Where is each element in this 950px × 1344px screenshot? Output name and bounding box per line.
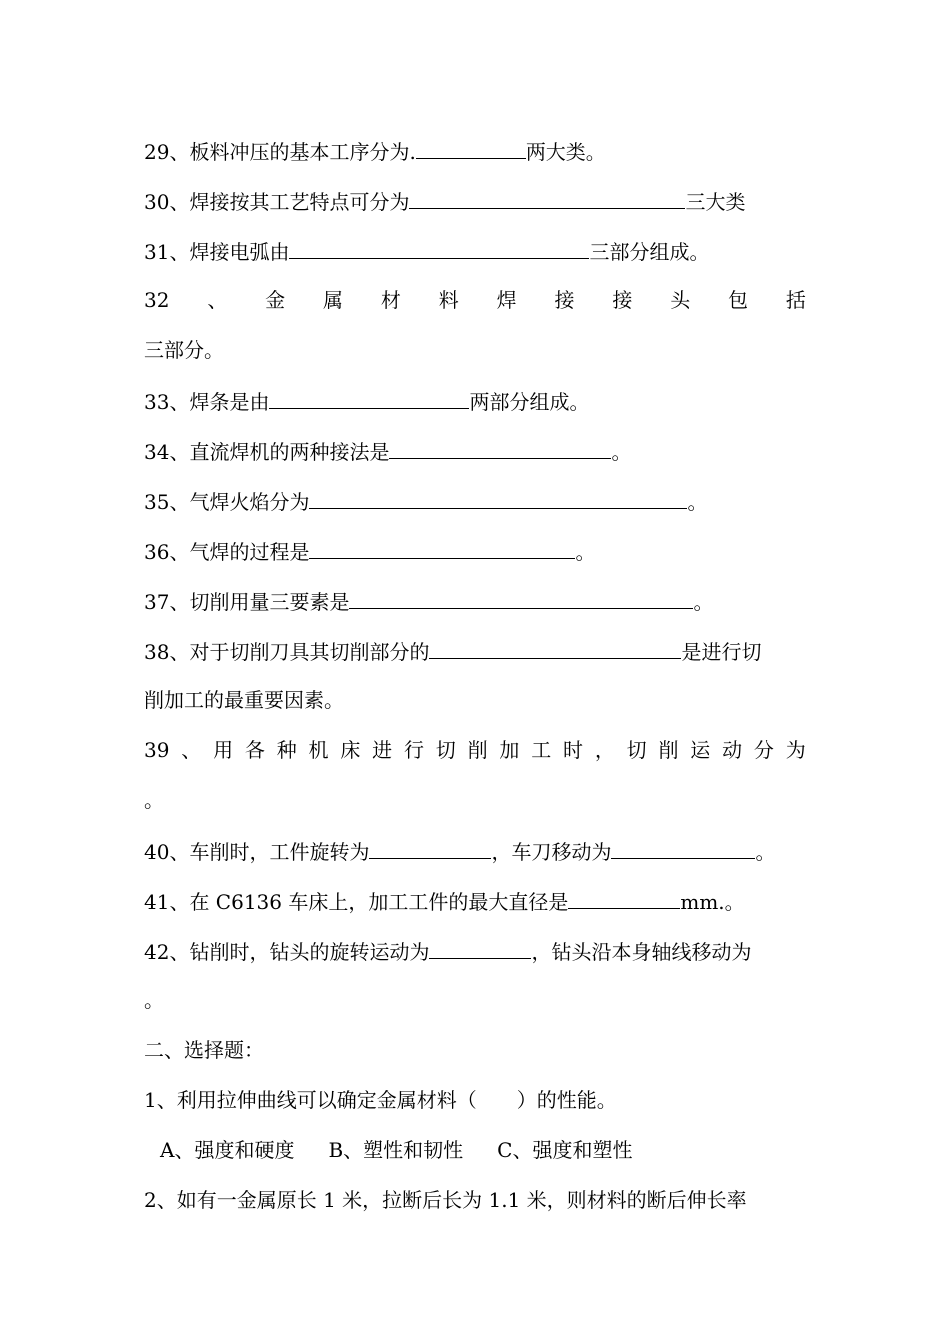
question-39-continuation — [144, 788, 806, 812]
question-char: 、 — [207, 288, 228, 312]
question-text: 40、车削时，工件旋转为 — [144, 840, 370, 864]
question-text: 2、如有一金属原长 1 米，拉断后长为 1.1 米，则材料的断后伸长率 — [144, 1188, 747, 1212]
question-char: 、 — [181, 738, 202, 762]
question-char: 切 — [435, 738, 456, 762]
question-char: 接 — [554, 288, 575, 312]
question-char: ， — [594, 738, 615, 762]
question-text: 。 — [144, 788, 164, 812]
question-char: 种 — [276, 738, 297, 762]
question-char: 金 — [265, 288, 286, 312]
question-char: 用 — [213, 738, 234, 762]
question-text: 38、对于切削刀具其切削部分的 — [144, 640, 430, 664]
question-text: 29、板料冲压的基本工序分为. — [144, 140, 416, 164]
question-char: 各 — [244, 738, 265, 762]
answer-blank — [568, 888, 680, 909]
question-33 — [144, 388, 806, 414]
question-char: 机 — [308, 738, 329, 762]
question-char: 属 — [323, 288, 344, 312]
question-text: 削加工的最重要因素。 — [144, 688, 344, 712]
answer-blank — [369, 838, 491, 859]
question-char: 削 — [658, 738, 679, 762]
question-text: 35、气焊火焰分为 — [144, 490, 310, 514]
question-char: 加 — [499, 738, 520, 762]
question-32 — [144, 288, 806, 312]
question-char: 包 — [728, 288, 749, 312]
question-39 — [144, 738, 806, 762]
question-char: 动 — [722, 738, 743, 762]
question-42 — [144, 938, 806, 964]
question-char: 头 — [670, 288, 691, 312]
question-char: 材 — [380, 288, 401, 312]
question-char: 39 — [144, 738, 170, 762]
question-36 — [144, 538, 806, 564]
question-38 — [144, 638, 806, 664]
question-char: 工 — [531, 738, 552, 762]
answer-blank — [269, 388, 469, 409]
question-32-continuation — [144, 338, 806, 362]
question-29 — [144, 138, 806, 164]
question-text: 。 — [144, 988, 164, 1012]
question-30 — [144, 188, 806, 214]
question-char: 料 — [438, 288, 459, 312]
question-char: 为 — [785, 738, 806, 762]
answer-blank — [289, 238, 589, 259]
question-text: 41、在 C6136 车床上，加工工件的最大直径是 — [144, 890, 569, 914]
question-char: 进 — [372, 738, 393, 762]
question-char: 床 — [340, 738, 361, 762]
question-text: 。 — [611, 440, 632, 464]
question-text: 42、钻削时，钻头的旋转运动为 — [144, 940, 430, 964]
question-text: 36、气焊的过程是 — [144, 540, 310, 564]
question-text: 三大类 — [685, 190, 746, 214]
question-char: 切 — [626, 738, 647, 762]
answer-blank — [389, 438, 611, 459]
question-char: 32 — [144, 288, 170, 312]
question-text: ，钻头沿本身轴线移动为 — [531, 940, 752, 964]
question-char: 分 — [753, 738, 774, 762]
question-char: 行 — [403, 738, 424, 762]
option-c: C、强度和塑性 — [497, 1138, 633, 1162]
question-text: 两部分组成。 — [469, 390, 590, 414]
question-char: 接 — [612, 288, 633, 312]
answer-blank — [309, 538, 575, 559]
option-a: A、强度和硬度 — [160, 1138, 295, 1162]
question-char: 运 — [690, 738, 711, 762]
question-31 — [144, 238, 806, 264]
question-char: 括 — [785, 288, 806, 312]
question-text: 1、利用拉伸曲线可以确定金属材料（ ）的性能。 — [144, 1088, 617, 1112]
section-title — [144, 1038, 806, 1062]
answer-blank — [349, 588, 693, 609]
answer-blank — [416, 138, 526, 159]
answer-blank — [429, 938, 531, 959]
question-text: 。 — [755, 840, 776, 864]
answer-blank — [611, 838, 755, 859]
question-40 — [144, 838, 806, 864]
question-38-continuation — [144, 688, 806, 712]
option-b: B、塑性和韧性 — [328, 1138, 464, 1162]
question-text: ，车刀移动为 — [491, 840, 612, 864]
question-text: 。 — [575, 540, 596, 564]
question-text: mm.。 — [680, 890, 745, 914]
question-char: 削 — [467, 738, 488, 762]
answer-blank — [409, 188, 685, 209]
question-text: 33、焊条是由 — [144, 390, 270, 414]
choice-question-1 — [144, 1088, 806, 1112]
question-text: 37、切削用量三要素是 — [144, 590, 350, 614]
question-text: 三部分。 — [144, 338, 224, 362]
question-34 — [144, 438, 806, 464]
question-text: 。 — [687, 490, 708, 514]
section-title-text: 二、选择题： — [144, 1038, 264, 1062]
question-text: 34、直流焊机的两种接法是 — [144, 440, 390, 464]
question-text: 是进行切 — [681, 640, 762, 664]
question-35 — [144, 488, 806, 514]
question-42-continuation — [144, 988, 806, 1012]
question-text: 。 — [693, 590, 714, 614]
question-text: 30、焊接按其工艺特点可分为 — [144, 190, 410, 214]
question-text: 三部分组成。 — [589, 240, 710, 264]
answer-blank — [309, 488, 687, 509]
question-text: 两大类。 — [525, 140, 606, 164]
question-char: 焊 — [496, 288, 517, 312]
question-41 — [144, 888, 806, 914]
choice-question-2 — [144, 1188, 806, 1212]
question-text: 31、焊接电弧由 — [144, 240, 290, 264]
choice-question-1-options — [160, 1138, 822, 1162]
answer-blank — [429, 638, 681, 659]
question-37 — [144, 588, 806, 614]
question-char: 时 — [563, 738, 584, 762]
